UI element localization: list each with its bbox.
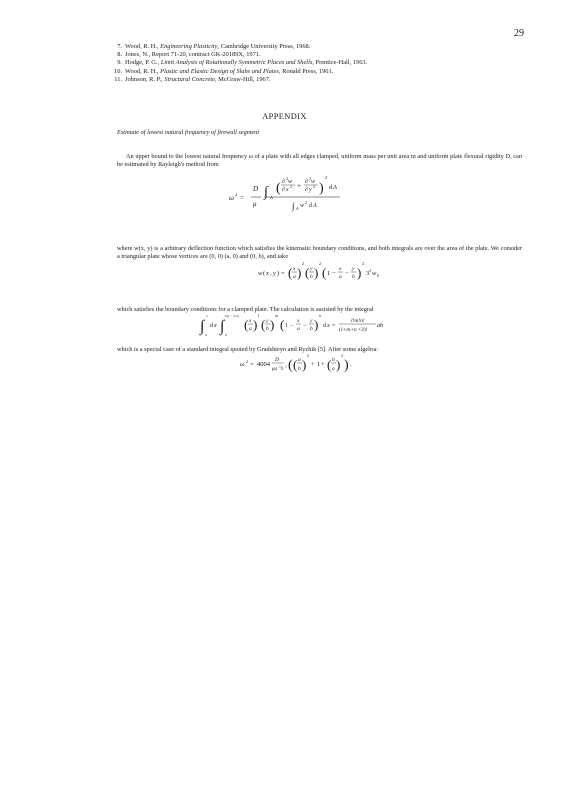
svg-text:2: 2: [362, 261, 364, 266]
svg-text:): ): [253, 317, 258, 332]
svg-text:(: (: [261, 317, 266, 332]
svg-text:): ): [357, 265, 362, 280]
svg-text:μ: μ: [253, 200, 257, 208]
svg-text:2: 2: [309, 176, 311, 181]
reference-item: [108, 51, 528, 59]
svg-text:x: x: [327, 323, 330, 329]
svg-text:y: y: [309, 187, 312, 193]
svg-text:2: 2: [286, 176, 288, 181]
equation-deflection-graphic: [258, 258, 388, 288]
svg-text:2: 2: [341, 353, 343, 358]
reference-number: 8.: [117, 51, 122, 59]
reference-item: [108, 59, 528, 67]
svg-text:n: n: [319, 313, 321, 318]
svg-text:(: (: [305, 265, 310, 280]
reference-text: Johnson, R. P., Structural Concrete, McGraw-Hill, 1967.: [125, 75, 271, 83]
svg-text:1: 1: [317, 361, 321, 368]
svg-text:): ): [336, 357, 341, 372]
svg-text:−: −: [303, 323, 307, 329]
reference-number: 7.: [117, 43, 122, 50]
svg-text:(: (: [280, 317, 285, 332]
svg-text:b: b: [332, 357, 335, 363]
svg-text:∂: ∂: [305, 179, 308, 185]
paragraph: An upper bound to the lowest natural frequency ω of a plate with all edges clamped, uniform mass per unit area m and uniform plate flexural rigidity D, can be estimated by Rayleigh's method from: [117, 153, 522, 169]
svg-text:): ): [302, 357, 307, 372]
reference-text: Jones, N., Report 71-20, contract GK-20189X, 1971.: [125, 51, 261, 59]
reference-item: [108, 76, 528, 84]
equation-integral: [200, 310, 383, 342]
reference-list: [108, 43, 528, 84]
svg-text:(: (: [244, 317, 249, 332]
svg-text:(: (: [276, 181, 281, 196]
svg-text:a: a: [297, 326, 300, 332]
svg-text:.: .: [350, 361, 352, 368]
equation-result-graphic: [240, 350, 360, 378]
svg-text:ab: ab: [377, 323, 383, 329]
svg-text:a: a: [206, 314, 208, 318]
svg-text:ω: ω: [240, 361, 245, 368]
svg-text:0: 0: [377, 273, 379, 278]
svg-text:2: 2: [302, 261, 304, 266]
reference-text: Wood, R. H., Engineering Plasticity, Cambridge University Press, 1968.: [125, 43, 311, 50]
reference-number: 9.: [117, 59, 122, 67]
svg-text:(: (: [327, 357, 332, 372]
svg-text:w: w: [258, 270, 263, 277]
svg-text:l+m+n: l+m+n: [341, 327, 357, 333]
svg-text:0: 0: [205, 333, 207, 337]
svg-text:∂: ∂: [282, 187, 285, 193]
svg-text:2: 2: [313, 184, 315, 189]
equation-deflection: [258, 258, 388, 290]
svg-text:∂: ∂: [282, 179, 285, 185]
svg-text:+: +: [311, 361, 315, 368]
reference-number: 10.: [114, 67, 122, 75]
svg-text:a: a: [339, 274, 342, 280]
appendix-subtitle: Estimate of lowest natural frequency of firewall segment: [117, 129, 260, 136]
svg-text:m: m: [275, 313, 278, 318]
svg-text:ω: ω: [229, 194, 234, 202]
svg-text:b(1 − x/a): b(1 − x/a): [225, 314, 239, 318]
svg-text:b: b: [298, 366, 301, 372]
paragraph: which satisfies the boundary conditions for a clamped plate. The calculation is assisted by the integral: [117, 306, 374, 314]
svg-text:2: 2: [305, 200, 307, 205]
reference-item: [108, 43, 528, 51]
svg-text:d: d: [323, 323, 326, 329]
svg-text:0: 0: [225, 333, 227, 337]
svg-text:a: a: [249, 326, 252, 332]
svg-text:w: w: [288, 179, 293, 185]
svg-text:x: x: [293, 266, 296, 272]
svg-text:3: 3: [366, 270, 370, 277]
svg-text:b: b: [310, 326, 313, 332]
svg-text:1: 1: [327, 270, 331, 277]
svg-text:3: 3: [369, 268, 371, 273]
svg-text:a: a: [332, 366, 335, 372]
svg-text:∫: ∫: [264, 185, 268, 200]
svg-text:y: y: [310, 318, 313, 324]
svg-text:(: (: [288, 265, 293, 280]
svg-text:A: A: [270, 195, 273, 200]
svg-text:D: D: [253, 185, 259, 193]
svg-text:w: w: [311, 179, 316, 185]
svg-text:1: 1: [285, 323, 288, 329]
svg-text:x: x: [249, 318, 252, 324]
svg-text:): ): [277, 270, 280, 277]
svg-text:+2)!: +2)!: [358, 327, 368, 333]
svg-text:): ): [314, 317, 319, 332]
svg-text:b: b: [281, 367, 284, 372]
svg-text:2: 2: [285, 364, 287, 369]
svg-text:2: 2: [307, 353, 309, 358]
svg-text:): ): [344, 358, 349, 373]
svg-text:x: x: [286, 187, 289, 193]
svg-text:+: +: [297, 182, 301, 190]
svg-text:w: w: [300, 203, 305, 209]
svg-text:): ): [314, 265, 319, 280]
svg-text:d: d: [210, 323, 213, 329]
svg-text:w: w: [372, 270, 377, 277]
svg-text:): ): [270, 317, 275, 332]
svg-text:2: 2: [246, 359, 248, 364]
svg-text:): ): [319, 181, 324, 196]
svg-text:(: (: [339, 327, 341, 333]
svg-text:−: −: [290, 323, 294, 329]
svg-text:l: l: [258, 313, 260, 318]
svg-text:b: b: [266, 326, 269, 332]
svg-text:,: ,: [270, 270, 272, 277]
svg-text:y: y: [273, 270, 276, 277]
svg-text:d: d: [329, 184, 333, 191]
reference-number: 11.: [114, 75, 122, 83]
paragraph: where w(x, y) is a arbitrary deflection function which satisfies the kinematic boundary conditions, and both integrals are over the area of the plate. We consider a triangular plate whose vertices are (0, 0) (a, 0) and (0, b), and take: [117, 245, 522, 261]
svg-text:D: D: [275, 357, 279, 363]
svg-text:∫: ∫: [200, 318, 205, 335]
svg-text:∂: ∂: [305, 187, 308, 193]
svg-text:d: d: [309, 203, 312, 209]
svg-text:2: 2: [279, 364, 281, 369]
svg-text:b: b: [310, 274, 313, 280]
equation-result: [240, 350, 360, 380]
svg-text:=: =: [281, 270, 285, 277]
svg-text:=: =: [250, 361, 254, 368]
svg-text:(: (: [263, 270, 266, 277]
svg-text:A: A: [296, 206, 299, 211]
svg-text:∫: ∫: [292, 201, 295, 211]
appendix-title: APPENDIX: [262, 112, 307, 121]
svg-text:x: x: [339, 266, 342, 272]
equation-rayleigh-graphic: [228, 171, 358, 231]
svg-text:=: =: [332, 323, 336, 329]
svg-text:2: 2: [319, 261, 321, 266]
svg-text:(: (: [293, 357, 298, 372]
svg-text:y: y: [352, 266, 355, 272]
svg-text:b: b: [352, 274, 355, 280]
page-number: 29: [514, 28, 524, 39]
svg-text:y: y: [266, 318, 269, 324]
reference-text: Hodge, P. G., Limit Analysis of Rotationally Symmetric Places and Shells, Prentice-Hall, 1963.: [125, 59, 368, 67]
svg-text:2: 2: [235, 192, 238, 197]
paragraph: which is a special case of a standard integral quoted by Gradshteyn and Ryzhik [5]. After some algebra:: [117, 346, 378, 354]
equation-rayleigh: [228, 171, 358, 233]
svg-text:(: (: [288, 358, 293, 373]
svg-text:(: (: [322, 265, 327, 280]
svg-text:x: x: [214, 323, 217, 329]
svg-text:2: 2: [325, 175, 328, 180]
svg-text:l!m!n!: l!m!n!: [351, 318, 365, 324]
svg-text:=: =: [240, 194, 244, 202]
svg-text:x: x: [297, 318, 300, 324]
svg-text:−: −: [345, 270, 349, 277]
svg-text:x: x: [266, 270, 269, 277]
svg-text:+: +: [321, 361, 325, 368]
svg-text:a: a: [293, 274, 296, 280]
svg-text:4004: 4004: [257, 361, 270, 368]
svg-text:2: 2: [290, 184, 292, 189]
svg-text:∫: ∫: [220, 318, 225, 335]
svg-text:y: y: [310, 266, 313, 272]
equation-integral-graphic: [200, 310, 383, 340]
svg-text:−: −: [332, 270, 336, 277]
reference-item: [108, 68, 528, 76]
svg-text:A: A: [313, 203, 317, 209]
svg-text:μa: μa: [272, 367, 278, 372]
svg-text:A: A: [333, 184, 337, 191]
reference-text: Wood, R. H., Plastic and Elastic Design of Slabs and Plates, Ronald Press, 1961.: [125, 67, 334, 75]
svg-text:a: a: [298, 357, 301, 363]
svg-text:): ): [297, 265, 302, 280]
